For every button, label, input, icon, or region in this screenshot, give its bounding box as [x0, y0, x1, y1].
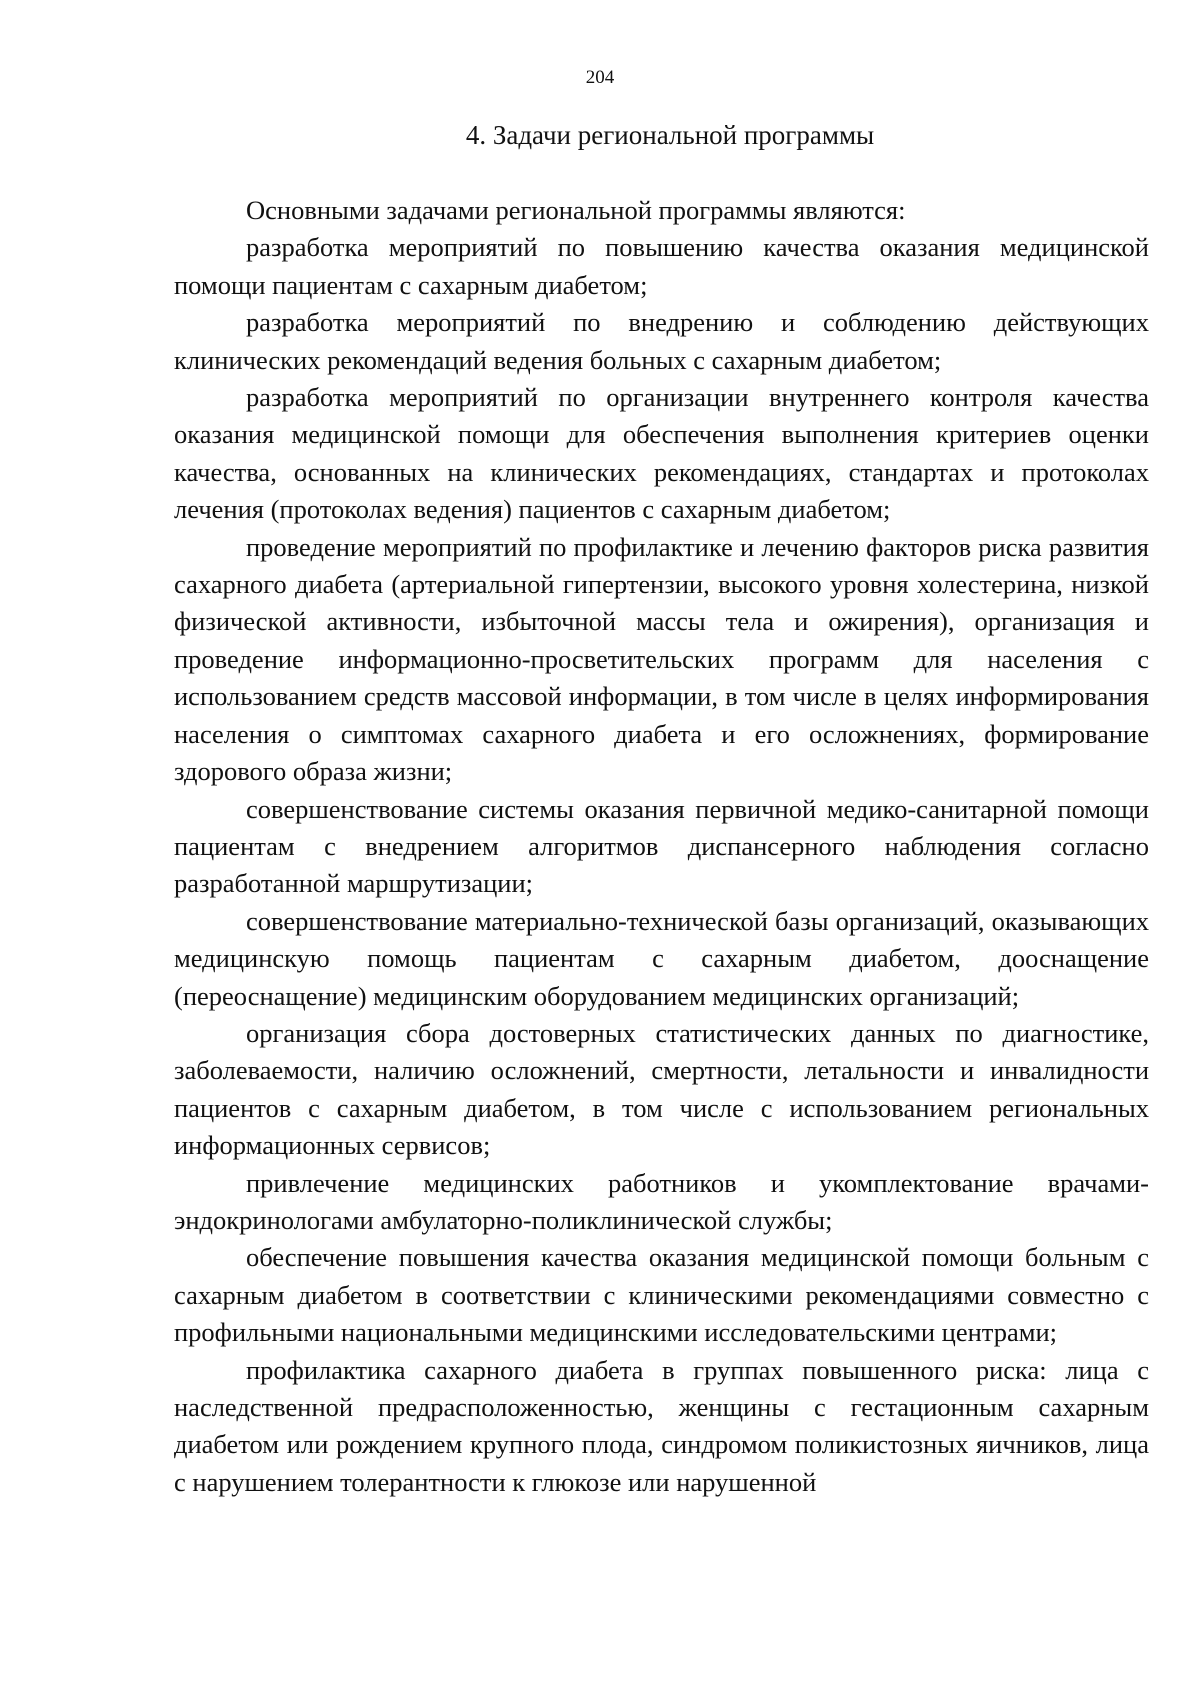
paragraph-task: разработка мероприятий по организации внутреннего контроля качества оказания медицинской помощи для обеспечения выполнения критериев оценки качества, основанных на клинических рекомендациях, стандартах и протоколах лечения (протоколах ведения) пациентов с сахарным диабетом;: [174, 382, 1149, 525]
paragraph-task: профилактика сахарного диабета в группах повышенного риска: лица с наследственной предрасположенностью, женщины с гестационным сахарным диабетом или рождением крупного плода, синдромом поликистозных яичников, лица с нарушением толерантности к глюкозе или нарушенной: [174, 1354, 1149, 1497]
paragraph-task: проведение мероприятий по профилактике и лечению факторов риска развития сахарного диабета (артериальной гипертензии, высокого уровня холестерина, низкой физической активности, избыточной массы тела и ожирения), организация и проведение информационно-просветительских программ для населения с использованием средств массовой информации, в том числе в целях информирования населения о симптомах сахарного диабета и его осложнениях, формирование здорового образа жизни;: [174, 531, 1149, 787]
page-number: 204: [585, 67, 615, 88]
paragraph-intro: Основными задачами региональной программы являются:: [246, 195, 906, 225]
paragraph-task: привлечение медицинских работников и укомплектование врачами-эндокринологами амбулаторно-поликлинической службы;: [174, 1167, 1149, 1235]
paragraph-task: совершенствование системы оказания первичной медико-санитарной помощи пациентам с внедрением алгоритмов диспансерного наблюдения согласно разработанной маршрутизации;: [174, 793, 1149, 899]
paragraph-task: разработка мероприятий по внедрению и соблюдению действующих клинических рекомендаций ведения больных с сахарным диабетом;: [174, 307, 1149, 375]
section-heading: 4. Задачи региональной программы: [465, 120, 875, 150]
paragraph-task: разработка мероприятий по повышению качества оказания медицинской помощи пациентам с сахарным диабетом;: [174, 232, 1149, 300]
paragraph-task: организация сбора достоверных статистических данных по диагностике, заболеваемости, наличию осложнений, смертности, летальности и инвалидности пациентов с сахарным диабетом, в том числе с использованием региональных информационных сервисов;: [174, 1017, 1149, 1161]
document-body: [174, 192, 1149, 1501]
paragraph-task: совершенствование материально-технической базы организаций, оказывающих медицинскую помощь пациентам с сахарным диабетом, дооснащение (переоснащение) медицинским оборудованием медицинских организаций;: [174, 905, 1149, 1011]
paragraph-task: обеспечение повышения качества оказания медицинской помощи больным с сахарным диабетом в соответствии с клиническими рекомендациями совместно с профильными национальными медицинскими исследовательскими центрами;: [174, 1242, 1149, 1348]
